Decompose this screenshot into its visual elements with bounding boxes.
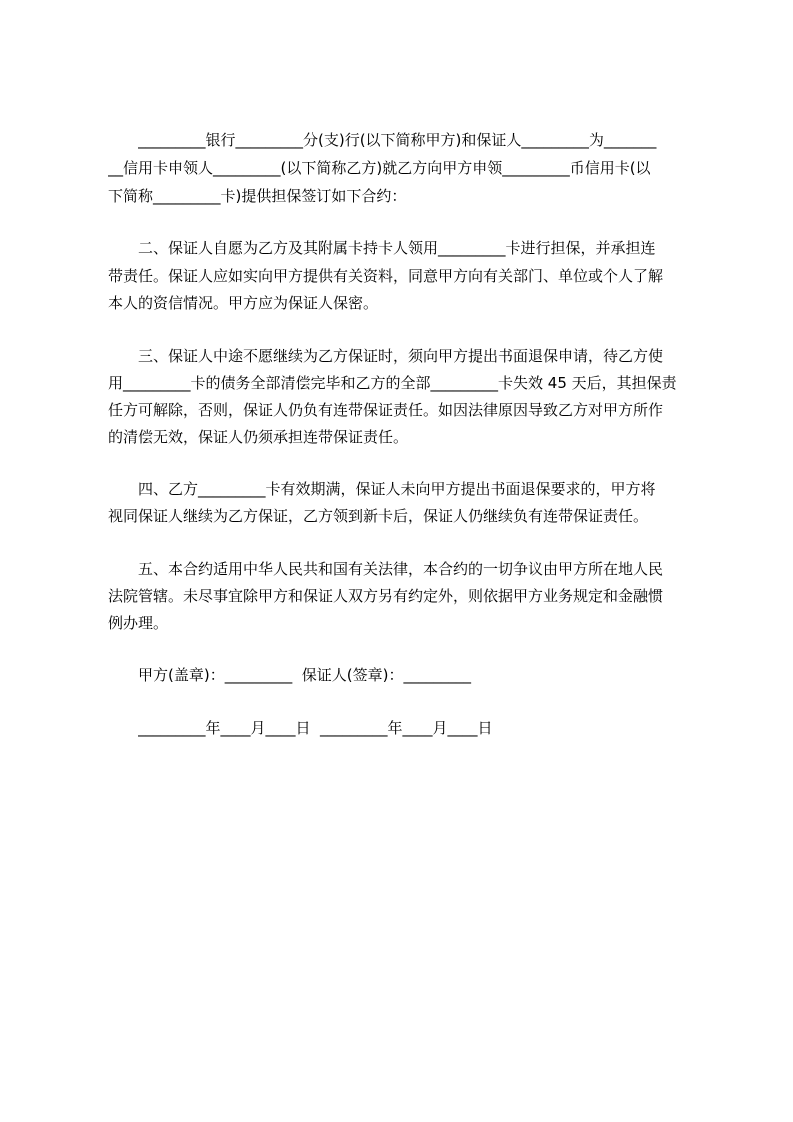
clause-3-line-2: 用_________卡的债务全部清偿完毕和乙方的全部_________卡失效 45 天后，其担保责 (108, 374, 677, 392)
clause-3-line-1: 三、保证人中途不愿继续为乙方保证时，须向甲方提出书面退保申请，待乙方使 (138, 347, 664, 365)
clause-2-line-3: 本人的资信情况。甲方应为保证人保密。 (108, 294, 379, 312)
intro-line-1: _________银行_________分(支)行(以下简称甲方)和保证人_________为_______ (138, 131, 657, 149)
clause-3-line-3: 任方可解除，否则，保证人仍负有连带保证责任。如因法律原因导致乙方对甲方所作 (108, 401, 664, 419)
intro-line-3: 下简称_________卡)提供担保签订如下合约： (108, 187, 407, 205)
clause-5-line-1: 五、本合约适用中华人民共和国有关法律，本合约的一切争议由甲方所在地人民 (138, 560, 664, 578)
date-line: _________年____月____日 _________年____月____日 (138, 719, 493, 737)
clause-2-line-2: 带责任。保证人应如实向甲方提供有关资料，同意甲方向有关部门、单位或个人了解 (108, 267, 664, 285)
intro-line-2: __信用卡申领人_________(以下简称乙方)就乙方向甲方申领_________币信用卡(以 (108, 159, 651, 177)
signature-line: 甲方(盖章)：_________ 保证人(签章)：_________ (138, 666, 471, 684)
clause-4-line-2: 视同保证人继续为乙方保证，乙方领到新卡后，保证人仍继续负有连带保证责任。 (108, 507, 649, 525)
clause-5-line-2: 法院管辖。未尽事宜除甲方和保证人双方另有约定外，则依据甲方业务规定和金融惯 (108, 587, 664, 605)
clause-4-line-1: 四、乙方_________卡有效期满，保证人未向甲方提出书面退保要求的，甲方将 (138, 480, 656, 498)
clause-2-line-1: 二、保证人自愿为乙方及其附属卡持卡人领用_________卡进行担保，并承担连 (138, 239, 656, 257)
clause-5-line-3: 例办理。 (108, 614, 169, 632)
clause-3-line-4: 的清偿无效，保证人仍须承担连带保证责任。 (108, 428, 409, 446)
